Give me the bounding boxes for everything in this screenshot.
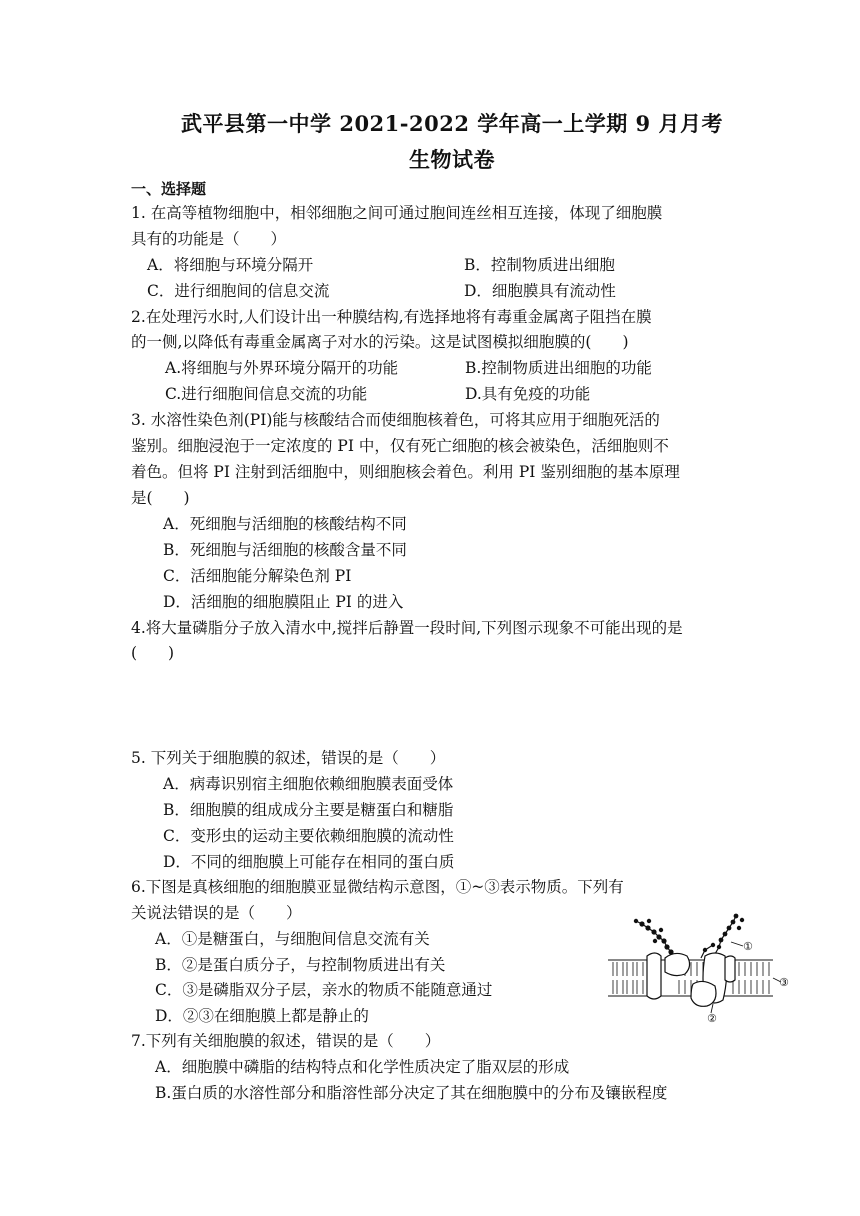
q5-option-c: C．变形虫的运动主要依赖细胞膜的流动性 bbox=[163, 827, 454, 845]
q6-option-d: D．②③在细胞膜上都是静止的 bbox=[155, 1007, 369, 1025]
q3-stem-cont: 鉴别。细胞浸泡于一定浓度的 PI 中，仅有死亡细胞的核会被染色，活细胞则不 bbox=[131, 437, 669, 455]
glycoprotein-chain-right bbox=[701, 914, 744, 958]
q1-option-c: C．进行细胞间的信息交流 bbox=[147, 282, 330, 300]
q4-stem: 4.将大量磷脂分子放入清水中,搅拌后静置一段时间,下列图示现象不可能出现的是 bbox=[131, 619, 683, 637]
q3-option-b: B．死细胞与活细胞的核酸含量不同 bbox=[163, 541, 407, 559]
q6-stem-cont: 关说法错误的是（ ） bbox=[131, 904, 302, 922]
exam-subtitle: 生物试卷 bbox=[409, 147, 495, 172]
q5-option-a: A．病毒识别宿主细胞依赖细胞膜表面受体 bbox=[163, 775, 454, 793]
label-2: ② bbox=[707, 1012, 717, 1024]
q1-option-b: B．控制物质进出细胞 bbox=[464, 256, 615, 274]
membrane-proteins bbox=[647, 953, 735, 1006]
q3-option-c: C．活细胞能分解染色剂 PI bbox=[163, 567, 352, 585]
q1-stem-cont: 具有的功能是（ ） bbox=[131, 230, 287, 248]
glycoprotein-chain-left bbox=[634, 919, 674, 958]
q4-stem-cont: ( ) bbox=[131, 644, 175, 662]
q6-option-b: B．②是蛋白质分子，与控制物质进出有关 bbox=[155, 956, 446, 974]
q5-option-b: B．细胞膜的组成成分主要是糖蛋白和糖脂 bbox=[163, 801, 454, 819]
q2-option-c: C.进行细胞间信息交流的功能 bbox=[165, 385, 368, 403]
label-1: ① bbox=[743, 940, 753, 953]
q1-option-d: D．细胞膜具有流动性 bbox=[464, 282, 616, 300]
q2-stem: 2.在处理污水时,人们设计出一种膜结构,有选择地将有毒重金属离子阻挡在膜 bbox=[131, 308, 652, 326]
q3-option-d: D．活细胞的细胞膜阻止 PI 的进入 bbox=[163, 593, 404, 611]
label-3: ③ bbox=[779, 976, 789, 989]
q3-stem-cont: 着色。但将 PI 注射到活细胞中，则细胞核会着色。利用 PI 鉴别细胞的基本原理 bbox=[131, 463, 680, 481]
phospholipid-bilayer bbox=[608, 960, 773, 996]
q3-stem-cont: 是( ) bbox=[131, 489, 190, 507]
q6-option-a: A．①是糖蛋白，与细胞间信息交流有关 bbox=[155, 930, 430, 948]
q6-stem: 6.下图是真核细胞的细胞膜亚显微结构示意图，①~③表示物质。下列有 bbox=[131, 878, 624, 896]
q7-option-a: A．细胞膜中磷脂的结构特点和化学性质决定了脂双层的形成 bbox=[155, 1058, 570, 1076]
q2-stem-cont: 的一侧,以降低有毒重金属离子对水的污染。这是试图模拟细胞膜的( ) bbox=[131, 333, 629, 351]
cell-membrane-diagram bbox=[605, 906, 795, 1024]
q7-stem: 7.下列有关细胞膜的叙述，错误的是（ ） bbox=[131, 1032, 441, 1050]
q2-option-d: D.具有免疫的功能 bbox=[465, 385, 591, 403]
q3-option-a: A．死细胞与活细胞的核酸结构不同 bbox=[163, 515, 407, 533]
section-heading: 一、选择题 bbox=[131, 180, 207, 198]
q1-stem: 1. 在高等植物细胞中，相邻细胞之间可通过胞间连丝相互连接，体现了细胞膜 bbox=[131, 204, 663, 222]
q5-stem: 5. 下列关于细胞膜的叙述，错误的是（ ） bbox=[131, 749, 446, 767]
q2-option-b: B.控制物质进出细胞的功能 bbox=[465, 359, 652, 377]
q6-option-c: C．③是磷脂双分子层，亲水的物质不能随意通过 bbox=[155, 981, 493, 999]
q1-option-a: A．将细胞与环境分隔开 bbox=[147, 256, 314, 274]
exam-title: 武平县第一中学 2021-2022 学年高一上学期 9 月月考 bbox=[181, 111, 723, 136]
q7-option-b: B.蛋白质的水溶性部分和脂溶性部分决定了其在细胞膜中的分布及镶嵌程度 bbox=[155, 1084, 668, 1102]
q2-option-a: A.将细胞与外界环境分隔开的功能 bbox=[165, 359, 399, 377]
q3-stem: 3. 水溶性染色剂(PI)能与核酸结合而使细胞核着色，可将其应用于细胞死活的 bbox=[131, 411, 660, 429]
q5-option-d: D．不同的细胞膜上可能存在相同的蛋白质 bbox=[163, 853, 455, 871]
